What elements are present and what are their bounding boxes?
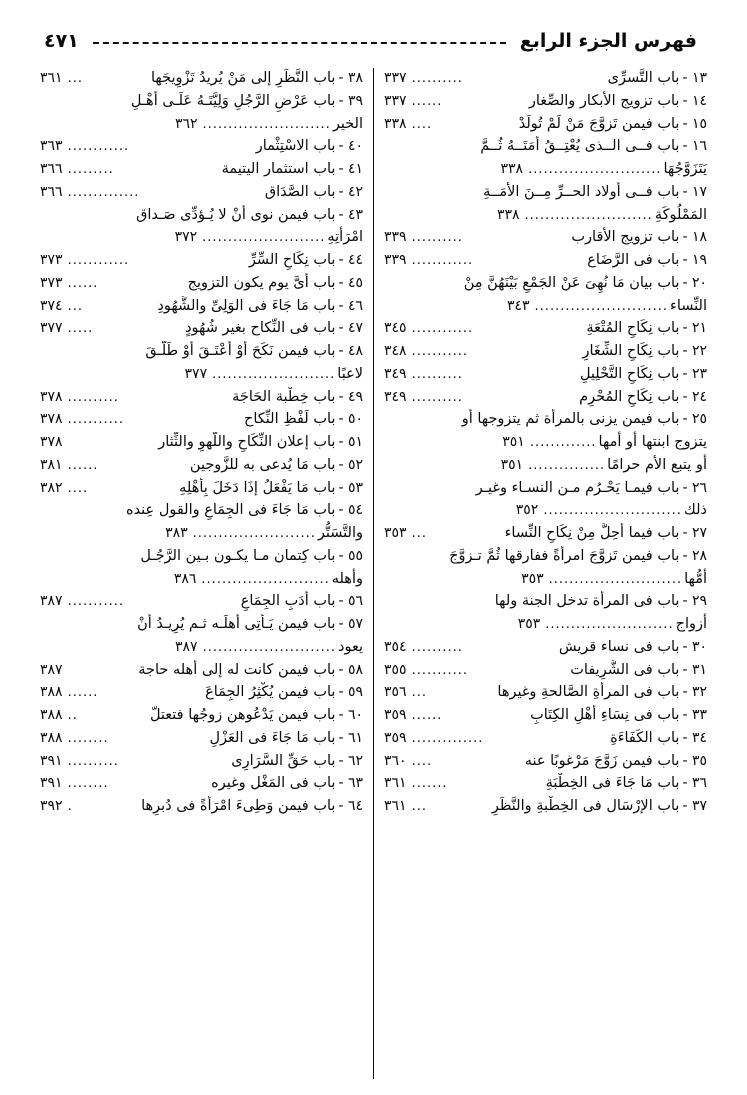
index-entry bbox=[384, 318, 707, 340]
entry-text: والتَّسَتُّر bbox=[317, 525, 363, 541]
entry-page-number: ٣٣٩ bbox=[384, 229, 407, 246]
entry-text: الخير bbox=[332, 115, 363, 132]
entry-number: ٣٦ - bbox=[682, 775, 707, 792]
index-entry bbox=[40, 660, 363, 682]
index-entry bbox=[384, 728, 707, 750]
index-entry bbox=[40, 682, 363, 704]
index-entry bbox=[384, 250, 707, 272]
entry-text: ذلك bbox=[683, 502, 707, 519]
entry-number: ٢٨ - bbox=[682, 547, 707, 564]
entry-page-number: ٣٥٥ bbox=[384, 661, 407, 678]
entry-text: باب فيمن كانت له إلى أهله حاجة bbox=[138, 661, 336, 678]
index-entry bbox=[384, 136, 707, 158]
entry-number: ٥١ - bbox=[338, 434, 363, 450]
entry-page-number: ٣٥٦ bbox=[384, 684, 407, 701]
index-entry bbox=[40, 705, 363, 727]
index-entry bbox=[40, 318, 363, 340]
leader-dots: ............... bbox=[528, 457, 606, 473]
leader-dots: ... bbox=[67, 71, 83, 86]
entry-text: باب فيمن نوى أَنْ لا يُـؤدِّى صَـداق bbox=[136, 206, 336, 223]
entry-page-number: ٣٧٣ bbox=[40, 274, 63, 291]
entry-page-number: ٣٧٨ bbox=[40, 388, 63, 405]
entry-text: باب نِكَاحِ الشِّغَارِ bbox=[582, 343, 680, 359]
entry-number: ٤٦ - bbox=[338, 297, 363, 314]
entry-number: ٤٠ - bbox=[338, 138, 363, 155]
page-number: ٤٧١ bbox=[44, 30, 79, 52]
leader-dots: ......................... bbox=[201, 571, 330, 587]
index-entry bbox=[40, 341, 363, 363]
index-entry bbox=[40, 751, 363, 773]
entry-text: باب فــى أولاد الحــرِّ مِــنَ الأمَــةِ bbox=[483, 183, 680, 200]
index-entry bbox=[384, 227, 707, 249]
entry-text: باب حَقِّ السَّرَارِى bbox=[231, 752, 336, 769]
entry-number: ٣٨ - bbox=[338, 70, 363, 86]
leader-dots: .... bbox=[67, 480, 89, 496]
index-entry bbox=[40, 455, 363, 477]
entry-number: ١٣ - bbox=[682, 70, 707, 86]
leader-dots: ........... bbox=[67, 594, 125, 610]
index-entry-continuation bbox=[384, 614, 707, 636]
entry-page-number: ٣٣٨ bbox=[500, 161, 524, 177]
entry-text: يعود bbox=[338, 638, 363, 655]
index-entry bbox=[40, 773, 363, 795]
entry-text: لاعبًا bbox=[337, 365, 363, 382]
index-entry-continuation bbox=[40, 637, 363, 659]
index-entry bbox=[40, 296, 363, 318]
entry-text: باب أىَّ يوم يكون التزويج bbox=[187, 274, 336, 291]
entry-text: باب عَرْضِ الرَّجُلِ وَلِيَّتَـهُ عَلَـى أَهْـلِ bbox=[130, 92, 336, 109]
index-entry bbox=[384, 796, 707, 818]
leader-dots: ........................ bbox=[212, 366, 336, 382]
index-entry bbox=[384, 341, 707, 363]
leader-dots: .......... bbox=[411, 230, 463, 246]
entry-page-number: ٣٣٨ bbox=[384, 115, 407, 132]
entry-text: باب فيمن يُكْثِرُ الجِمَاعَ bbox=[205, 684, 336, 701]
entry-page-number: ٣٦١ bbox=[384, 798, 407, 814]
index-entry-continuation bbox=[384, 159, 707, 181]
entry-text: باب فيمن يَدْعُوهن زوجُها فتعتلّ bbox=[149, 707, 336, 723]
entry-number: ٥٧ - bbox=[338, 616, 363, 632]
index-body bbox=[34, 66, 713, 1085]
index-entry-continuation bbox=[40, 569, 363, 591]
entry-text: وأهله bbox=[331, 570, 363, 587]
leader-dots: ........ bbox=[67, 776, 109, 792]
entry-page-number: ٣٨٧ bbox=[40, 661, 63, 678]
leader-dots: . bbox=[67, 799, 73, 814]
leader-dots: ........................ bbox=[202, 230, 326, 246]
index-entry bbox=[40, 614, 363, 636]
index-entry bbox=[40, 68, 363, 90]
entry-page-number: ٣٨٣ bbox=[165, 525, 188, 541]
leader-dots: ...... bbox=[67, 685, 99, 701]
entry-text: باب فيمـا يَحْـرُم مـن النسـاء وغيـر bbox=[475, 479, 680, 496]
entry-page-number: ٣٥٣ bbox=[517, 616, 541, 632]
entry-number: ٢١ - bbox=[682, 320, 707, 337]
entry-page-number: ٣٦٠ bbox=[384, 752, 407, 769]
leader-dots: .......... bbox=[67, 753, 119, 769]
index-column-left bbox=[34, 66, 369, 1085]
entry-page-number: ٣٩١ bbox=[40, 752, 63, 769]
entry-text: باب فيمن وَطِىءَ امْرَأةً فى دُبرِها bbox=[141, 798, 336, 814]
page-title: فهرس الجزء الرابع bbox=[519, 30, 697, 52]
leader-dots: ... bbox=[411, 685, 427, 701]
entry-text: باب خِطْبة الحَاجَة bbox=[232, 388, 336, 405]
leader-dots: ......................... bbox=[524, 207, 653, 223]
entry-page-number: ٣٧٢ bbox=[174, 229, 198, 246]
entry-number: ٢٥ - bbox=[682, 411, 707, 428]
entry-number: ٥٠ - bbox=[338, 411, 363, 428]
entry-number: ٥٥ - bbox=[338, 547, 363, 564]
leader-dots: .............. bbox=[67, 184, 140, 200]
entry-number: ٤٤ - bbox=[338, 252, 363, 268]
index-entry bbox=[384, 773, 707, 795]
entry-number: ٦٠ - bbox=[338, 707, 363, 723]
leader-dots: ......................... bbox=[545, 617, 674, 632]
leader-dots: .............. bbox=[411, 730, 484, 746]
entry-page-number: ٣٥٢ bbox=[515, 502, 539, 519]
leader-dots: ... bbox=[411, 526, 427, 541]
leader-dots: ......... bbox=[67, 162, 114, 177]
index-entry bbox=[40, 500, 363, 522]
entry-text: باب نِكَاحِ التَّحْلِيلِ bbox=[579, 365, 680, 382]
leader-dots: ...... bbox=[67, 457, 99, 473]
entry-number: ١٩ - bbox=[682, 252, 707, 268]
header-rule bbox=[93, 42, 506, 45]
index-entry bbox=[384, 478, 707, 500]
entry-page-number: ٣٦٦ bbox=[40, 183, 63, 200]
entry-page-number: ٣٧٤ bbox=[40, 297, 63, 314]
leader-dots: ........................ bbox=[192, 526, 316, 541]
entry-page-number: ٣٥١ bbox=[500, 456, 524, 473]
entry-number: ٢٣ - bbox=[682, 365, 707, 382]
entry-number: ٦٢ - bbox=[338, 752, 363, 769]
entry-text: باب مَا جَاءَ فى العَزْلِ bbox=[209, 729, 336, 746]
entry-number: ٢٤ - bbox=[682, 388, 707, 405]
entry-text: باب فى النِّكاح بغير شُهُودٍ bbox=[185, 320, 336, 337]
entry-number: ٣٠ - bbox=[682, 638, 707, 655]
leader-dots: ........... bbox=[411, 662, 469, 678]
entry-number: ١٦ - bbox=[682, 138, 707, 155]
entry-page-number: ٣٧٨ bbox=[40, 434, 63, 450]
leader-dots: ............. bbox=[529, 435, 597, 450]
entry-number: ٢٧ - bbox=[682, 525, 707, 541]
entry-text: أزواج bbox=[675, 616, 707, 632]
entry-text: باب فيمن تَزوَّجَ امرأةً ففارقها ثُمَّ تـزوَّجَ bbox=[449, 547, 680, 564]
index-entry-continuation bbox=[40, 114, 363, 136]
entry-page-number: ٣٧٣ bbox=[40, 252, 63, 268]
entry-number: ٣٤ - bbox=[682, 729, 707, 746]
entry-text: باب نِكَاحِ المُحْرِم bbox=[579, 388, 680, 405]
index-entry-continuation bbox=[40, 364, 363, 386]
entry-number: ٤٩ - bbox=[338, 388, 363, 405]
leader-dots: .... bbox=[411, 753, 433, 769]
entry-page-number: ٣٣٩ bbox=[384, 252, 407, 268]
entry-number: ٥٦ - bbox=[338, 593, 363, 610]
index-entry bbox=[384, 637, 707, 659]
entry-text: باب إعلان النِّكَاحِ واللَّهوِ والثِّثار bbox=[158, 434, 336, 450]
entry-number: ١٨ - bbox=[682, 229, 707, 246]
entry-text: باب أَدَبِ الجِمَاعِ bbox=[240, 593, 336, 610]
entry-number: ٣٥ - bbox=[682, 752, 707, 769]
entry-text: باب فى المرأة تدخل الجنة ولها bbox=[494, 593, 680, 610]
entry-page-number: ٣٥١ bbox=[502, 434, 525, 450]
leader-dots: .......... bbox=[411, 639, 463, 655]
entry-text: باب تزويج الأبكار والصِّغار bbox=[528, 92, 680, 109]
entry-text: باب فيمن تَزوَّجَ مَنْ لَمْ تُولَدْ bbox=[518, 115, 680, 132]
leader-dots: .. bbox=[67, 708, 78, 723]
entry-number: ٣٣ - bbox=[682, 707, 707, 723]
entry-number: ٢٩ - bbox=[682, 593, 707, 610]
index-entry bbox=[384, 409, 707, 431]
entry-number: ٣٧ - bbox=[682, 798, 707, 814]
entry-page-number: ٣٦١ bbox=[384, 775, 407, 792]
entry-page-number: ٣٥٩ bbox=[384, 707, 407, 723]
index-entry-continuation bbox=[384, 569, 707, 591]
entry-page-number: ٣٥٣ bbox=[521, 570, 544, 587]
entry-page-number: ٣٥٩ bbox=[384, 729, 407, 746]
entry-text: باب التَّسرِّى bbox=[607, 70, 680, 86]
leader-dots: ............ bbox=[411, 321, 474, 337]
entry-text: باب استثمار اليتيمة bbox=[221, 161, 336, 177]
entry-page-number: ٣٨٨ bbox=[40, 729, 63, 746]
index-entry-continuation bbox=[384, 455, 707, 477]
entry-text: باب الكَفَاءَةِ bbox=[610, 729, 680, 746]
leader-dots: .......................... bbox=[202, 639, 337, 655]
entry-text: باب مَا يَفْعَلُ إذَا دَخَلَ بِأَهْلِهِ bbox=[179, 479, 336, 496]
entry-text: باب فى نساء قريش bbox=[558, 638, 680, 655]
entry-number: ٤٨ - bbox=[338, 343, 363, 359]
index-entry-continuation bbox=[384, 500, 707, 522]
entry-page-number: ٣٨٢ bbox=[40, 479, 63, 496]
entry-number: ٢٠ - bbox=[682, 274, 707, 291]
leader-dots: .......................... bbox=[548, 571, 683, 587]
entry-text: باب فيمن زَوَّجَ مَرْغوبًا عنه bbox=[524, 752, 680, 769]
index-entry bbox=[40, 478, 363, 500]
entry-text: باب فى المرأةِ الصَّالحةِ وغيرها bbox=[497, 684, 680, 701]
entry-text: باب فى المَغْل وغيره bbox=[211, 775, 336, 792]
index-entry-continuation bbox=[384, 205, 707, 227]
leader-dots: ........... bbox=[411, 344, 469, 359]
entry-text: باب النَّظَرِ إلى مَنْ يُريدُ تَزْوِيجَها bbox=[151, 70, 336, 86]
entry-text: امْرَأتِهِ bbox=[327, 229, 363, 246]
index-entry bbox=[40, 159, 363, 181]
leader-dots: .......................... bbox=[534, 298, 668, 314]
entry-text: باب الاسْتِثْمار bbox=[255, 138, 336, 155]
entry-page-number: ٣٨٦ bbox=[173, 570, 197, 587]
leader-dots: .......... bbox=[411, 389, 463, 405]
entry-page-number: ٣٤٨ bbox=[384, 343, 407, 359]
entry-page-number: ٣٧٧ bbox=[40, 320, 63, 337]
index-entry bbox=[384, 591, 707, 613]
entry-page-number: ٣٨١ bbox=[40, 456, 63, 473]
index-entry bbox=[384, 546, 707, 568]
index-entry bbox=[40, 796, 363, 818]
entry-text: باب فى نِسَاءِ أَهْلِ الكِتَابِ bbox=[530, 707, 680, 723]
entry-text: أمُّها bbox=[684, 570, 707, 587]
entry-number: ٥٢ - bbox=[338, 456, 363, 473]
leader-dots: ........ bbox=[67, 730, 109, 746]
entry-number: ٣٢ - bbox=[682, 684, 707, 701]
entry-text: باب بيان مَا نُهِىَ عَنْ الجَمْعِ بَيْنَهُنَّ مِنْ bbox=[463, 274, 680, 291]
leader-dots: ......................... bbox=[202, 116, 331, 132]
entry-number: ٦٣ - bbox=[338, 775, 363, 792]
entry-page-number: ٣٤٣ bbox=[506, 297, 530, 314]
entry-text: باب مَا يُدعى به للزَّوجين bbox=[189, 456, 336, 473]
index-entry bbox=[384, 682, 707, 704]
index-entry bbox=[40, 409, 363, 431]
index-entry bbox=[40, 546, 363, 568]
entry-number: ٤٣ - bbox=[338, 206, 363, 223]
entry-page-number: ٣٤٩ bbox=[384, 388, 407, 405]
entry-page-number: ٣٦٦ bbox=[40, 161, 63, 177]
entry-number: ٤١ - bbox=[338, 161, 363, 177]
entry-text: يتزوج ابنتها أو أمها bbox=[598, 434, 707, 450]
entry-page-number: ٣٩١ bbox=[40, 775, 63, 792]
entry-text: يَتَزَوَّجُهَا bbox=[663, 161, 707, 177]
entry-page-number: ٣٨٧ bbox=[175, 638, 198, 655]
index-entry bbox=[40, 728, 363, 750]
entry-number: ٥٩ - bbox=[338, 684, 363, 701]
entry-number: ٥٤ - bbox=[338, 502, 363, 519]
entry-number: ٥٣ - bbox=[338, 479, 363, 496]
entry-text: باب مَا جَاءَ فى الخِطْبَةِ bbox=[545, 775, 680, 792]
entry-number: ١٥ - bbox=[682, 115, 707, 132]
index-entry bbox=[384, 364, 707, 386]
index-entry bbox=[384, 751, 707, 773]
index-entry bbox=[40, 91, 363, 113]
leader-dots: ............ bbox=[411, 253, 474, 268]
leader-dots: .... bbox=[411, 116, 433, 132]
entry-page-number: ٣٤٩ bbox=[384, 365, 407, 382]
entry-page-number: ٣٣٧ bbox=[384, 92, 407, 109]
entry-text: أو يتبع الأم حرامًا bbox=[607, 456, 707, 473]
index-entry bbox=[384, 273, 707, 295]
index-entry bbox=[40, 273, 363, 295]
entry-text: باب فى الشَّرِيفات bbox=[570, 661, 680, 678]
entry-page-number: ٣٤٥ bbox=[384, 320, 407, 337]
entry-page-number: ٣٨٧ bbox=[40, 593, 63, 610]
entry-page-number: ٣٧٧ bbox=[184, 365, 208, 382]
entry-text: باب نِكَاحِ المُتْعَةِ bbox=[586, 320, 680, 337]
entry-number: ٤٧ - bbox=[338, 320, 363, 337]
index-entry-continuation bbox=[384, 296, 707, 318]
leader-dots: ...... bbox=[411, 93, 443, 109]
index-entry bbox=[384, 91, 707, 113]
entry-text: باب تزويج الأقارب bbox=[571, 229, 680, 246]
entry-page-number: ٣٦٣ bbox=[40, 138, 63, 155]
entry-number: ١٧ - bbox=[682, 183, 707, 200]
leader-dots: ..... bbox=[67, 321, 94, 337]
leader-dots: ........... bbox=[67, 412, 125, 428]
leader-dots: ... bbox=[411, 799, 427, 814]
index-entry-continuation bbox=[40, 227, 363, 249]
index-entry bbox=[384, 182, 707, 204]
index-entry bbox=[384, 114, 707, 136]
index-entry bbox=[384, 68, 707, 90]
index-entry-continuation bbox=[384, 432, 707, 454]
entry-number: ٦١ - bbox=[338, 729, 363, 746]
entry-page-number: ٣٣٧ bbox=[384, 70, 407, 86]
entry-text: باب فيما أُحِلَّ مِنْ نِكَاحِ النِّساء bbox=[504, 525, 680, 541]
entry-text: باب كِتمان مـا يكـون بـين الرَّجُـل bbox=[140, 547, 336, 564]
entry-page-number: ٣٦٢ bbox=[174, 115, 198, 132]
leader-dots: .......... bbox=[411, 366, 463, 382]
entry-text: باب الإرْسَال فى الخِطْبةِ والنَّظَرِ bbox=[491, 798, 680, 814]
index-entry bbox=[40, 432, 363, 454]
entry-page-number: ٣٣٨ bbox=[496, 206, 520, 223]
column-divider bbox=[373, 68, 374, 1079]
entry-number: ٥٨ - bbox=[338, 661, 363, 678]
index-column-right bbox=[378, 66, 713, 1085]
index-entry bbox=[384, 705, 707, 727]
entry-page-number: ٣٨٨ bbox=[40, 707, 63, 723]
index-entry bbox=[40, 182, 363, 204]
entry-number: ٤٥ - bbox=[338, 274, 363, 291]
index-entry bbox=[40, 136, 363, 158]
leader-dots: ............ bbox=[67, 253, 130, 268]
entry-page-number: ٣٥٣ bbox=[384, 525, 407, 541]
index-entry bbox=[40, 205, 363, 227]
leader-dots: .......... bbox=[67, 389, 119, 405]
entry-number: ٣١ - bbox=[682, 661, 707, 678]
index-entry bbox=[40, 591, 363, 613]
entry-number: ٢٢ - bbox=[682, 343, 707, 359]
entry-page-number: ٣٥٤ bbox=[384, 638, 407, 655]
leader-dots: ... bbox=[67, 298, 83, 314]
entry-text: باب مَا جَاءَ فى الجِمَاعِ والقول عِنده bbox=[125, 502, 336, 519]
leader-dots: .......................... bbox=[528, 162, 662, 177]
index-entry bbox=[384, 523, 707, 545]
entry-text: باب مَا جَاءَ فى الوَلِىِّ والشُّهُودِ bbox=[157, 297, 336, 314]
leader-dots: ........................... bbox=[543, 503, 682, 519]
index-entry-continuation bbox=[40, 523, 363, 545]
entry-page-number: ٣٧٨ bbox=[40, 411, 63, 428]
entry-number: ٢٦ - bbox=[682, 479, 707, 496]
leader-dots: ....... bbox=[411, 776, 448, 792]
index-entry bbox=[40, 250, 363, 272]
index-entry bbox=[384, 660, 707, 682]
entry-text: باب فــى الــذى يُعْتِــقُ أمَتَــهُ ثُــمَّ bbox=[480, 138, 680, 155]
entry-text: باب فى الرَّضَاع bbox=[587, 252, 680, 268]
entry-text: النِّساء bbox=[670, 297, 707, 314]
entry-text: باب نِكَاحِ السِّرِّ bbox=[248, 252, 336, 268]
entry-text: باب فيمن نَكَحَ أَوْ أَعْتَـقَ أَوْ طَلَّـقَ bbox=[145, 343, 336, 359]
page-header bbox=[34, 26, 713, 56]
entry-text: باب فيمن يَـأتِى أَهلَـه ثـم يُرِيـدُ أَنْ bbox=[137, 616, 336, 632]
entry-number: ٤٢ - bbox=[338, 183, 363, 200]
entry-page-number: ٣٨٨ bbox=[40, 684, 63, 701]
entry-page-number: ٣٩٢ bbox=[40, 798, 63, 814]
entry-text: باب الصَّدَاق bbox=[264, 183, 336, 200]
leader-dots: .......... bbox=[411, 71, 463, 86]
entry-text: المَمْلُوكَةِ bbox=[654, 206, 707, 223]
entry-text: باب فيمن يزنى بالمرأة ثم يتزوجها أو bbox=[461, 411, 680, 428]
leader-dots: ...... bbox=[411, 708, 443, 723]
index-entry bbox=[40, 387, 363, 409]
leader-dots: ...... bbox=[67, 275, 99, 291]
entry-page-number: ٣٦١ bbox=[40, 70, 63, 86]
entry-number: ١٤ - bbox=[682, 92, 707, 109]
entry-text: باب لَفْظِ النِّكاح bbox=[243, 411, 336, 428]
entry-number: ٣٩ - bbox=[338, 92, 363, 109]
entry-number: ٦٤ - bbox=[338, 798, 363, 814]
index-entry bbox=[384, 387, 707, 409]
leader-dots: ............ bbox=[67, 139, 130, 155]
